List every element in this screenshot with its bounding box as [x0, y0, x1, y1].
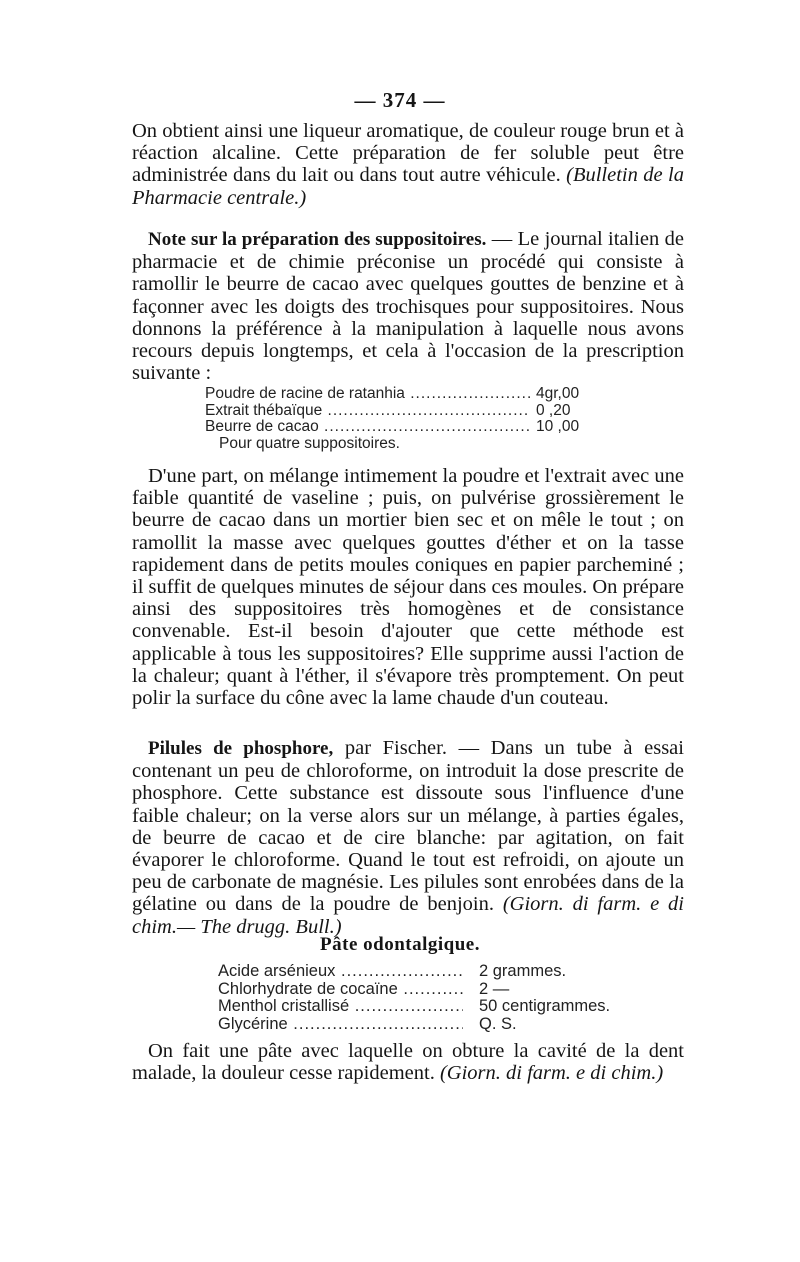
recipe-note: Pour quatre suppositoires. — [219, 434, 400, 452]
recipe-row: Menthol cristallisé ..... 50 centigrammes. — [218, 998, 610, 1016]
recipe-row: Chlorhydrate de cocaïne ..... 2 — — [218, 981, 610, 999]
paragraph-suppositories — [132, 228, 684, 384]
recipe-row: Beurre de cacao ..... 10 ,00 — [205, 419, 579, 436]
section-heading: Note sur la préparation des suppositoires. — [148, 229, 487, 250]
paragraph-text: On obtient ainsi une liqueur aromatique, de couleur rouge brun et à réaction alcaline. Cette préparation de fer soluble peut être administrée dans du lait ou dans tout autre véhicule. — [132, 120, 684, 187]
paragraph-phosphorus-pills — [132, 737, 684, 938]
paragraph-method — [132, 465, 684, 709]
paragraph-text: D'une part, on mélange intimement la poudre et l'extrait avec une faible quantité de vaseline ; puis, on pulvérise grossièrement le beurre de cacao dans un mortier bien sec et on mêle le tout ; on ramollit la masse avec quelques gouttes d'éther et on la tasse rapidement dans de petits moules coniques en papier parcheminé ; il suffit de quelques minutes de séjour dans ces moules. On prépare ainsi des suppositoires très homogènes et de consistance convenable. Est-il besoin d'ajouter que cette méthode est applicable à tous les suppositoires? Elle supprime aussi l'action de la chaleur; quant à l'éther, il s'évapore très promptement. On peut polir la surface du cône avec la lame chaude d'un couteau. — [132, 465, 684, 710]
recipe-row: Glycérine ..... Q. S. — [218, 1016, 610, 1034]
page-number: — 374 — — [354, 88, 446, 112]
section-heading: Pilules de phosphore, — [148, 738, 334, 759]
citation: (Bulletin de la Pharmacie centrale.) — [132, 164, 684, 209]
section-title: Pâte odontalgique. — [320, 934, 480, 955]
recipe-row: Extrait thébaïque ..... 0 ,20 — [205, 403, 579, 420]
paragraph-iron-preparation — [132, 120, 684, 209]
paragraph-text: On fait une pâte avec laquelle on obture la cavité de la dent malade, la douleur cesse rapidement. — [132, 1040, 684, 1085]
recipe-suppositories — [205, 386, 579, 452]
paragraph-text: — Le journal italien de pharmacie et de chimie préconise un procédé qui consiste à ramollir le beurre de cacao avec quelques gouttes de benzine et à façonner avec les doigts des trochisques pour suppositoires. Nous donnons la préférence à la manipulation à laquelle nous avons recours depuis longtemps, et cela à l'occasion de la prescription suivante : — [132, 228, 684, 385]
recipe-row: Poudre de racine de ratanhia ..... 4gr,00 — [205, 386, 579, 403]
recipe-row: Acide arsénieux ..... 2 grammes. — [218, 963, 610, 981]
paragraph-text: par Fischer. — Dans un tube à essai contenant un peu de chloroforme, on introduit la dose prescrite de phosphore. Cette substance est dissoute sous l'influence d'une faible chaleur; on la verse alors sur un mélange, à parties égales, de beurre de cacao et de cire blanche: par agitation, on fait évaporer le chloroforme. Quand le tout est refroidi, on ajoute un peu de carbonate de magnésie. Les pilules sont enrobées dans de la gélatine ou dans de la poudre de benjoin. — [132, 737, 684, 916]
recipe-dental-paste — [218, 963, 610, 1033]
citation: (Giorn. di farm. e di chim.) — [439, 1062, 664, 1085]
citation: (Giorn. di farm. e di chim.— The drugg. Bull.) — [132, 893, 684, 938]
paragraph-dental-paste — [132, 1040, 684, 1084]
